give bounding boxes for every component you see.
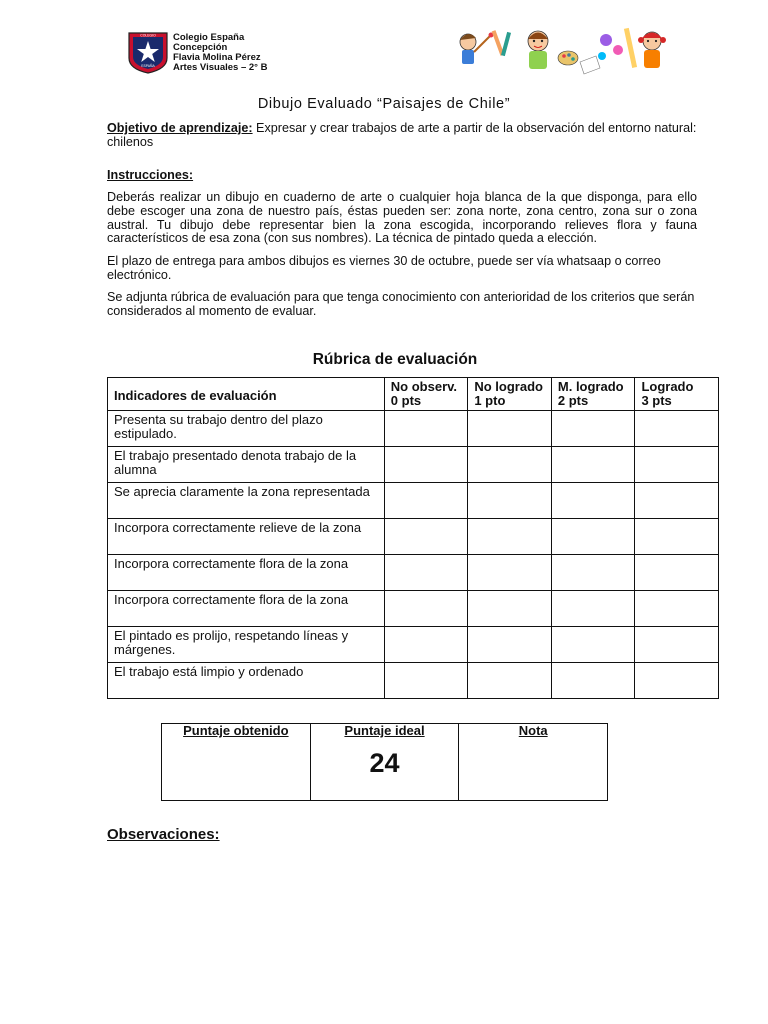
instructions-paragraph-2: El plazo de entrega para ambos dibujos es viernes 30 de octubre, puede ser vía whatsaap o correo electrónico. — [107, 254, 661, 282]
score-cell — [384, 591, 468, 627]
observations-label: Observaciones: — [107, 826, 220, 843]
indicator-cell: Se aprecia claramente la zona representada — [108, 483, 385, 519]
school-crest-logo — [128, 32, 168, 74]
score-cell — [384, 519, 468, 555]
indicator-cell: El trabajo presentado denota trabajo de la alumna — [108, 447, 385, 483]
score-cell — [635, 627, 719, 663]
score-cell — [468, 591, 552, 627]
score-cell — [635, 411, 719, 447]
score-cell — [468, 411, 552, 447]
school-name: Colegio España — [173, 32, 245, 43]
obtained-score-value — [162, 742, 311, 801]
score-cell — [384, 627, 468, 663]
score-cell — [635, 447, 719, 483]
score-cell — [384, 555, 468, 591]
grade-value — [459, 742, 608, 801]
score-cell — [468, 663, 552, 699]
score-header-row — [162, 724, 608, 742]
level-name: M. logrado — [557, 379, 624, 394]
score-cell — [384, 411, 468, 447]
level-points: 3 pts — [641, 393, 672, 408]
indicator-cell: Presenta su trabajo dentro del plazo estipulado. — [108, 411, 385, 447]
level-header — [468, 378, 552, 411]
score-cell — [635, 663, 719, 699]
rubric-row — [108, 483, 719, 519]
score-cell — [551, 411, 635, 447]
document-title: Dibujo Evaluado “Paisajes de Chile” — [257, 96, 511, 112]
score-cell — [468, 519, 552, 555]
objective-label: Objetivo de aprendizaje: — [107, 121, 253, 135]
indicator-cell: Incorpora correctamente flora de la zona — [108, 555, 385, 591]
rubric-title: Rúbrica de evaluación — [312, 351, 478, 368]
score-cell — [468, 483, 552, 519]
score-cell — [468, 627, 552, 663]
rubric-row — [108, 447, 719, 483]
indicator-cell: Incorpora correctamente relieve de la zona — [108, 519, 385, 555]
score-table — [161, 723, 608, 801]
score-cell — [551, 519, 635, 555]
rubric-row — [108, 627, 719, 663]
instructions-paragraph-3: Se adjunta rúbrica de evaluación para que tenga conocimiento con anterioridad de los criterios que serán considerados al momento de evaluar. — [107, 290, 695, 318]
subject-course: Artes Visuales – 2° B — [173, 62, 268, 73]
indicator-cell: El trabajo está limpio y ordenado — [108, 663, 385, 699]
score-cell — [635, 483, 719, 519]
ideal-score-value: 24 — [310, 742, 459, 801]
rubric-header-row — [108, 378, 719, 411]
indicator-header: Indicadores de evaluación — [108, 378, 385, 411]
level-points: 0 pts — [390, 393, 422, 408]
school-city: Concepción — [173, 42, 228, 53]
indicator-cell: El pintado es prolijo, respetando líneas y márgenes. — [108, 627, 385, 663]
score-cell — [551, 447, 635, 483]
level-name: No logrado — [474, 379, 543, 394]
instructions-label: Instrucciones: — [107, 168, 194, 182]
obtained-score-header: Puntaje obtenido — [162, 724, 311, 742]
level-name: No observ. — [390, 379, 458, 394]
level-points: 1 pto — [474, 393, 506, 408]
level-header — [551, 378, 635, 411]
kids-painting-illustration — [456, 26, 672, 76]
score-cell — [551, 663, 635, 699]
score-cell — [551, 483, 635, 519]
rubric-row — [108, 411, 719, 447]
ideal-score-header: Puntaje ideal — [310, 724, 459, 742]
school-info — [173, 33, 267, 73]
score-cell — [635, 591, 719, 627]
instructions-heading — [107, 169, 697, 183]
level-name: Logrado — [641, 379, 694, 394]
score-cell — [384, 483, 468, 519]
rubric-row — [108, 519, 719, 555]
rubric-row — [108, 663, 719, 699]
score-value-row — [162, 742, 608, 801]
rubric-row — [108, 591, 719, 627]
score-cell — [384, 663, 468, 699]
level-header — [384, 378, 468, 411]
grade-header: Nota — [459, 724, 608, 742]
score-cell — [551, 555, 635, 591]
level-points: 2 pts — [557, 393, 589, 408]
objective-text: Expresar y crear trabajos de arte a partir de la observación del entorno natural: chilenos — [107, 121, 697, 149]
level-header — [635, 378, 719, 411]
crest-top-text: COLEGIO — [140, 33, 156, 38]
score-cell — [635, 519, 719, 555]
rubric-row — [108, 555, 719, 591]
score-cell — [468, 555, 552, 591]
teacher-name: Flavia Molina Pérez — [173, 52, 261, 63]
score-cell — [468, 447, 552, 483]
crest-bottom-text: ESPAÑA — [141, 64, 155, 68]
score-cell — [384, 447, 468, 483]
indicator-cell: Incorpora correctamente flora de la zona — [108, 591, 385, 627]
objective-paragraph — [107, 122, 697, 150]
score-cell — [551, 627, 635, 663]
rubric-table — [107, 377, 719, 699]
score-cell — [635, 555, 719, 591]
score-cell — [551, 591, 635, 627]
document-header — [128, 30, 688, 78]
instructions-paragraph-1: Deberás realizar un dibujo en cuaderno de arte o cualquier hoja blanca de la que disponga, para ello debe escoger una zona de nuestro país, éstas pueden ser: zona norte, zona centro, zona sur o zona austral. Tu dibujo debe representar bien la zona escogida, incorporando relieves flora y fauna característicos de esa zona (con sus nombres). La técnica de pintado queda a elección. — [107, 190, 697, 246]
